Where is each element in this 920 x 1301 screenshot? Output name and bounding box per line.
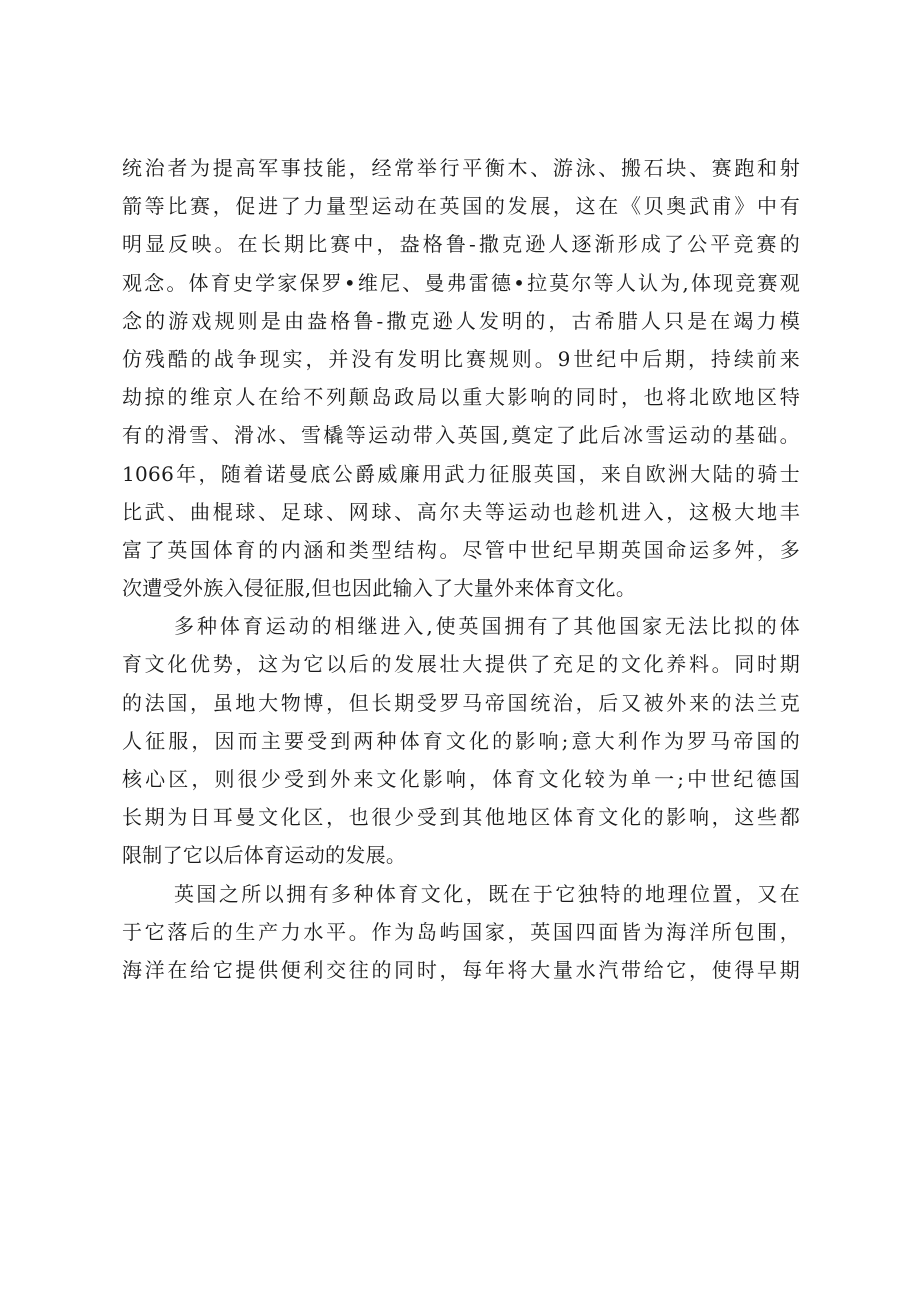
text-line: 明显反映。在长期比赛中，盎格鲁-撒克逊人逐渐形成了公平竞赛的 bbox=[122, 232, 800, 257]
text-line: 海洋在给它提供便利交往的同时，每年将大量水汽带给它，使得早期 bbox=[122, 957, 800, 982]
text-line: 统治者为提高军事技能，经常举行平衡木、游泳、搬石块、赛跑和射 bbox=[122, 156, 800, 180]
text-line: 观念。体育史学家保罗•维尼、曼弗雷德•拉莫尔等人认为,体现竞赛观 bbox=[122, 270, 800, 295]
text-line: 多种体育运动的相继进入,使英国拥有了其他国家无法比拟的体 bbox=[174, 614, 800, 639]
paragraph-1 bbox=[122, 149, 800, 607]
text-line: 比武、曲棍球、足球、网球、高尔夫等运动也趁机进入，这极大地丰 bbox=[122, 499, 800, 524]
text-line: 富了英国体育的内涵和类型结构。尽管中世纪早期英国命运多舛，多 bbox=[122, 537, 800, 562]
text-line: 箭等比赛，促进了力量型运动在英国的发展，这在《贝奥武甫》中有 bbox=[122, 194, 800, 219]
text-line: 有的滑雪、滑冰、雪橇等运动带入英国,奠定了此后冰雪运动的基础。 bbox=[122, 423, 800, 448]
text-line: 英国之所以拥有多种体育文化，既在于它独特的地理位置，又在 bbox=[174, 881, 800, 906]
text-line: 长期为日耳曼文化区，也很少受到其他地区体育文化的影响，这些都 bbox=[122, 805, 800, 830]
text-line: 育文化优势，这为它以后的发展壮大提供了充足的文化养料。同时期 bbox=[122, 652, 800, 677]
text-line: 仿残酷的战争现实，并没有发明比赛规则。9世纪中后期，持续前来 bbox=[122, 346, 800, 371]
text-line: 于它落后的生产力水平。作为岛屿国家，英国四面皆为海洋所包围， bbox=[122, 919, 800, 944]
text-line: 念的游戏规则是由盎格鲁-撒克逊人发明的，古希腊人只是在竭力模 bbox=[122, 308, 800, 333]
text-line: 的法国，虽地大物博，但长期受罗马帝国统治，后又被外来的法兰克 bbox=[122, 690, 800, 715]
text-line: 人征服，因而主要受到两种体育文化的影响;意大利作为罗马帝国的 bbox=[122, 728, 800, 753]
text-line: 劫掠的维京人在给不列颠岛政局以重大影响的同时，也将北欧地区特 bbox=[122, 385, 800, 410]
paragraph-3 bbox=[122, 875, 800, 990]
body-text bbox=[122, 149, 800, 989]
paragraph-2 bbox=[122, 607, 800, 874]
text-line: 核心区，则很少受到外来文化影响，体育文化较为单一;中世纪德国 bbox=[122, 767, 800, 791]
text-line: 限制了它以后体育运动的发展。 bbox=[122, 843, 407, 868]
text-line: 1066年，随着诺曼底公爵威廉用武力征服英国，来自欧洲大陆的骑士 bbox=[122, 461, 800, 486]
text-line: 次遭受外族入侵征服,但也因此输入了大量外来体育文化。 bbox=[122, 576, 637, 601]
